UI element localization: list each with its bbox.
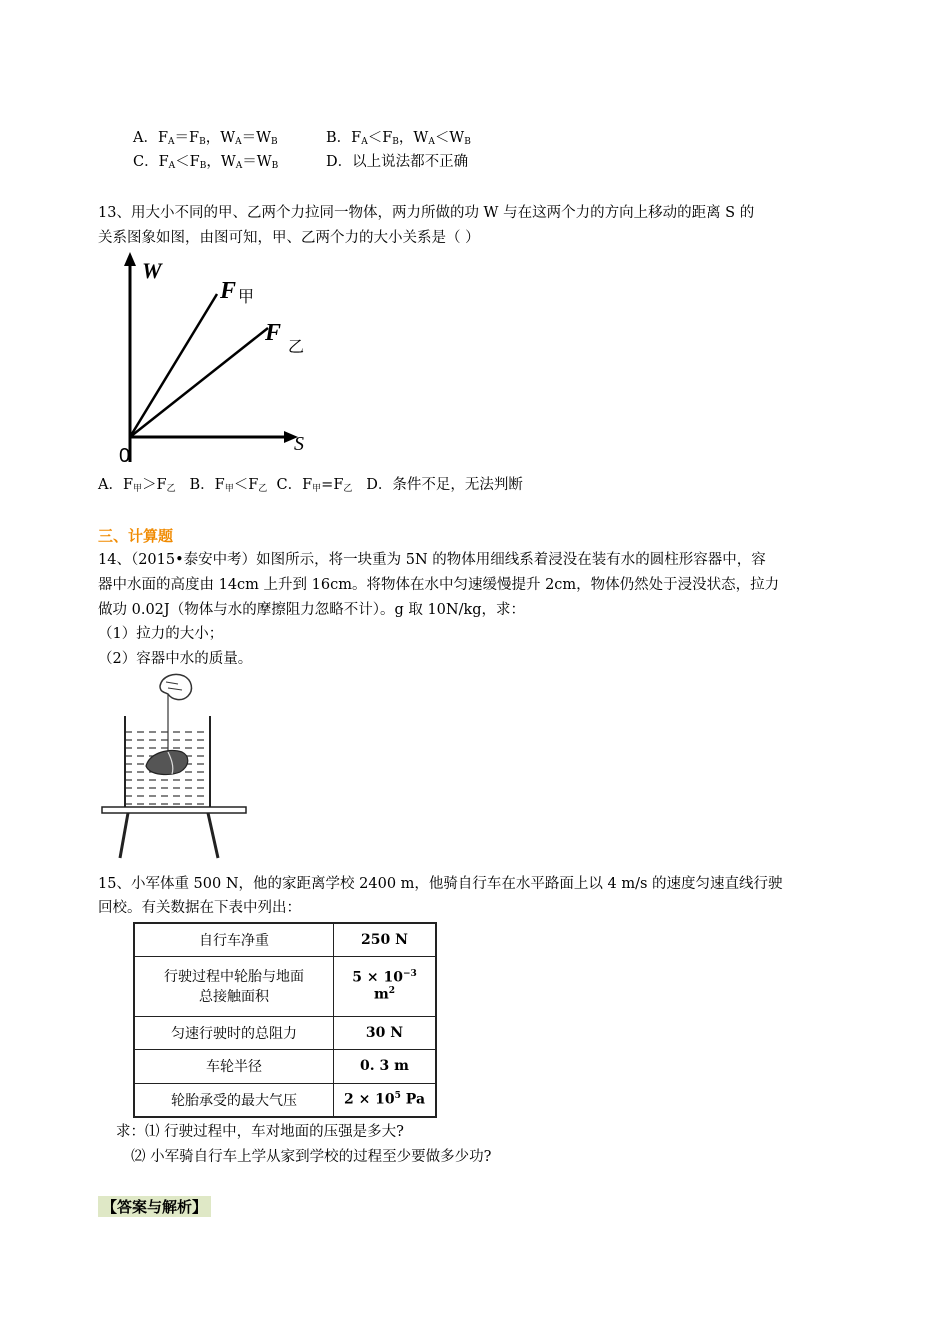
- q13-text-line2: 关系图象如图，由图可知，甲、乙两个力的大小关系是（ ）: [98, 230, 480, 246]
- q12-option-d: D．以上说法都不正确: [326, 154, 469, 170]
- q14-text-line2: 器中水面的高度由 14cm 上升到 16cm。将物体在水中匀速缓慢提升 2cm，物体仍然处于浸没状态，拉力: [98, 577, 780, 593]
- table-cell-label: 轮胎承受的最大气压: [134, 1083, 334, 1117]
- y-axis-label: W: [142, 258, 162, 283]
- table-cell-value: 250 N: [334, 923, 437, 956]
- hand-icon: [160, 674, 191, 699]
- q15-ask-1: 求：⑴ 行驶过程中，车对地面的压强是多大?: [116, 1124, 404, 1140]
- q15-text-line2: 回校。有关数据在下表中列出：: [98, 900, 301, 916]
- work-distance-graph: [110, 252, 320, 467]
- table-row: [134, 1049, 436, 1083]
- table-cell-value: $5 \times 10^{-3}$ $m^2$: [334, 956, 437, 1016]
- f-yi-sub: 乙: [288, 337, 305, 356]
- q12-option-b: B．$F_A<F_B$，$W_A<W_B$: [326, 130, 471, 147]
- q14-sub-question-2: （2）容器中水的质量。: [98, 651, 253, 667]
- q13-text-line1: 13、用大小不同的甲、乙两个力拉同一物体，两力所做的功 W 与在这两个力的方向上移动的距离 S 的: [98, 205, 755, 221]
- table-row: [134, 923, 436, 956]
- q14-text-line3: 做功 0.02J（物体与水的摩擦阻力忽略不计）。g 取 10N/kg，求：: [98, 602, 526, 618]
- q13-options: A．$F_甲>F_乙$ B．$F_甲<F_乙$ C．$F_甲=F_乙$ D．条件不足，无法判断: [98, 477, 523, 494]
- table-row: [134, 1083, 436, 1117]
- f-yi-label: F: [265, 320, 282, 346]
- table-row: [134, 1016, 436, 1049]
- q14-sub-question-1: （1）拉力的大小；: [98, 626, 224, 642]
- container-figure: [100, 672, 250, 860]
- f-jia-sub: 甲: [238, 287, 255, 306]
- table-cell-value: 0. 3 m: [334, 1049, 437, 1083]
- line-f-yi: [130, 328, 268, 437]
- q15-text-line1: 15、小军体重 500 N，他的家距离学校 2400 m，他骑自行车在水平路面上以 4 m/s 的速度匀速直线行驶: [98, 876, 783, 892]
- table-row: [134, 956, 436, 1016]
- answer-header: 【答案与解析】: [98, 1196, 211, 1217]
- q15-ask-2: ⑵ 小军骑自行车上学从家到学校的过程至少要做多少功?: [131, 1149, 492, 1165]
- section-heading: 三、计算题: [98, 527, 174, 545]
- q12-option-a: A．$F_A=F_B$，$W_A=W_B$: [133, 130, 278, 147]
- table-cell-value: 30 N: [334, 1016, 437, 1049]
- q14-text-line1: 14、（2015•泰安中考）如图所示，将一块重为 5N 的物体用细线系着浸没在装有水的圆柱形容器中，容: [98, 552, 766, 568]
- table-cell-value: $2 \times 10^5$ Pa: [334, 1083, 437, 1117]
- origin-label: 0: [119, 445, 131, 467]
- q12-option-c: C．$F_A<F_B$，$W_A=W_B$: [133, 154, 279, 171]
- table-cell-label: 自行车净重: [134, 923, 334, 956]
- f-jia-label: F: [220, 278, 237, 304]
- table-cell-label: 车轮半径: [134, 1049, 334, 1083]
- y-axis-arrow: [124, 252, 136, 266]
- bicycle-data-table: [133, 922, 437, 1118]
- line-f-jia: [130, 294, 217, 437]
- x-axis-label: S: [294, 433, 304, 455]
- table-top: [102, 807, 246, 813]
- table-cell-label: 行驶过程中轮胎与地面 总接触面积: [134, 956, 334, 1016]
- table-cell-label: 匀速行驶时的总阻力: [134, 1016, 334, 1049]
